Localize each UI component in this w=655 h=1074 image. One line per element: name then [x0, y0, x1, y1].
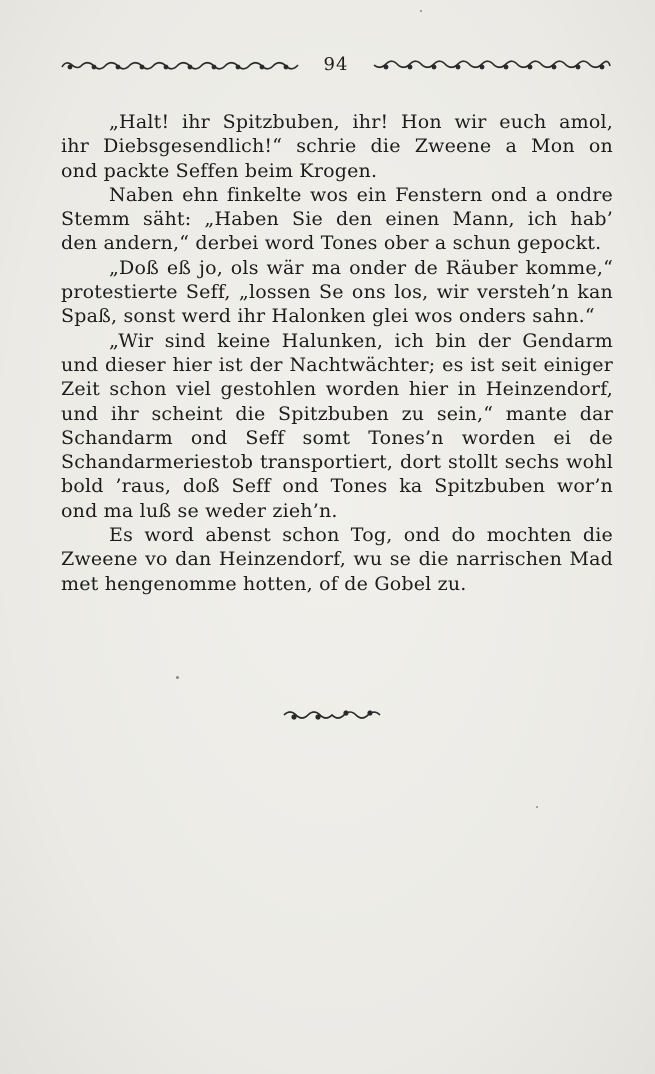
text-line: ond packte Seffen beim Krogen.: [61, 159, 378, 182]
body-text: [61, 110, 613, 596]
text-line: „Doß eß jo, ols wär ma onder de Räuber komme,“: [109, 256, 613, 279]
ornament-right-icon: [372, 58, 612, 72]
page-number: 94: [323, 54, 349, 75]
text-line: und dieser hier ist der Nachtwächter; es ist seit einiger: [61, 353, 613, 376]
text-line: Es word abenst schon Tog, ond do mochten die: [109, 524, 613, 547]
text-line: und ihr scheint die Spitzbuben zu sein,“ mante dar: [61, 402, 613, 425]
paper-speck: [420, 10, 422, 12]
text-line: bold ’raus, doß Seff ond Tones ka Spitzbuben wor’n: [61, 475, 613, 498]
text-line: Schandarm ond Seff somt Tones’n worden ei de: [61, 426, 613, 449]
text-line: „Wir sind keine Halunken, ich bin der Gendarm: [109, 329, 613, 352]
text-line: Zweene vo dan Heinzendorf, wu se die narrischen Mad: [61, 548, 613, 571]
text-line: Schandarmeriestob transportiert, dort stollt sechs wohl: [61, 451, 613, 474]
text-line: den andern,“ derbei word Tones ober a schun gepockt.: [61, 232, 602, 255]
text-line: Naben ehn finkelte wos ein Fenstern ond a ondre: [109, 183, 613, 206]
text-line: protestierte Seff, „lossen Se ons los, wir versteh’n kan: [61, 281, 613, 304]
paper-speck: [536, 806, 538, 808]
ornament-left-icon: [60, 58, 300, 72]
text-line: ihr Diebsgesendlich!“ schrie die Zweene a Mon on: [61, 135, 613, 158]
text-line: Stemm säht: „Haben Sie den einen Mann, ich hab’: [61, 208, 613, 231]
paper-speck: [176, 676, 179, 679]
page-header: [60, 54, 612, 78]
text-line: „Halt! ihr Spitzbuben, ihr! Hon wir euch amol,: [109, 111, 613, 133]
text-line: ond ma luß se weder zieh’n.: [61, 499, 338, 522]
text-line: met hengenomme hotten, of de Gobel zu.: [61, 572, 467, 595]
text-line: Zeit schon viel gestohlen worden hier in Heinzendorf,: [61, 378, 613, 401]
text-line: Spaß, sonst werd ihr Halonken glei wos onders sahn.“: [61, 305, 595, 328]
end-ornament-icon: [282, 708, 382, 722]
